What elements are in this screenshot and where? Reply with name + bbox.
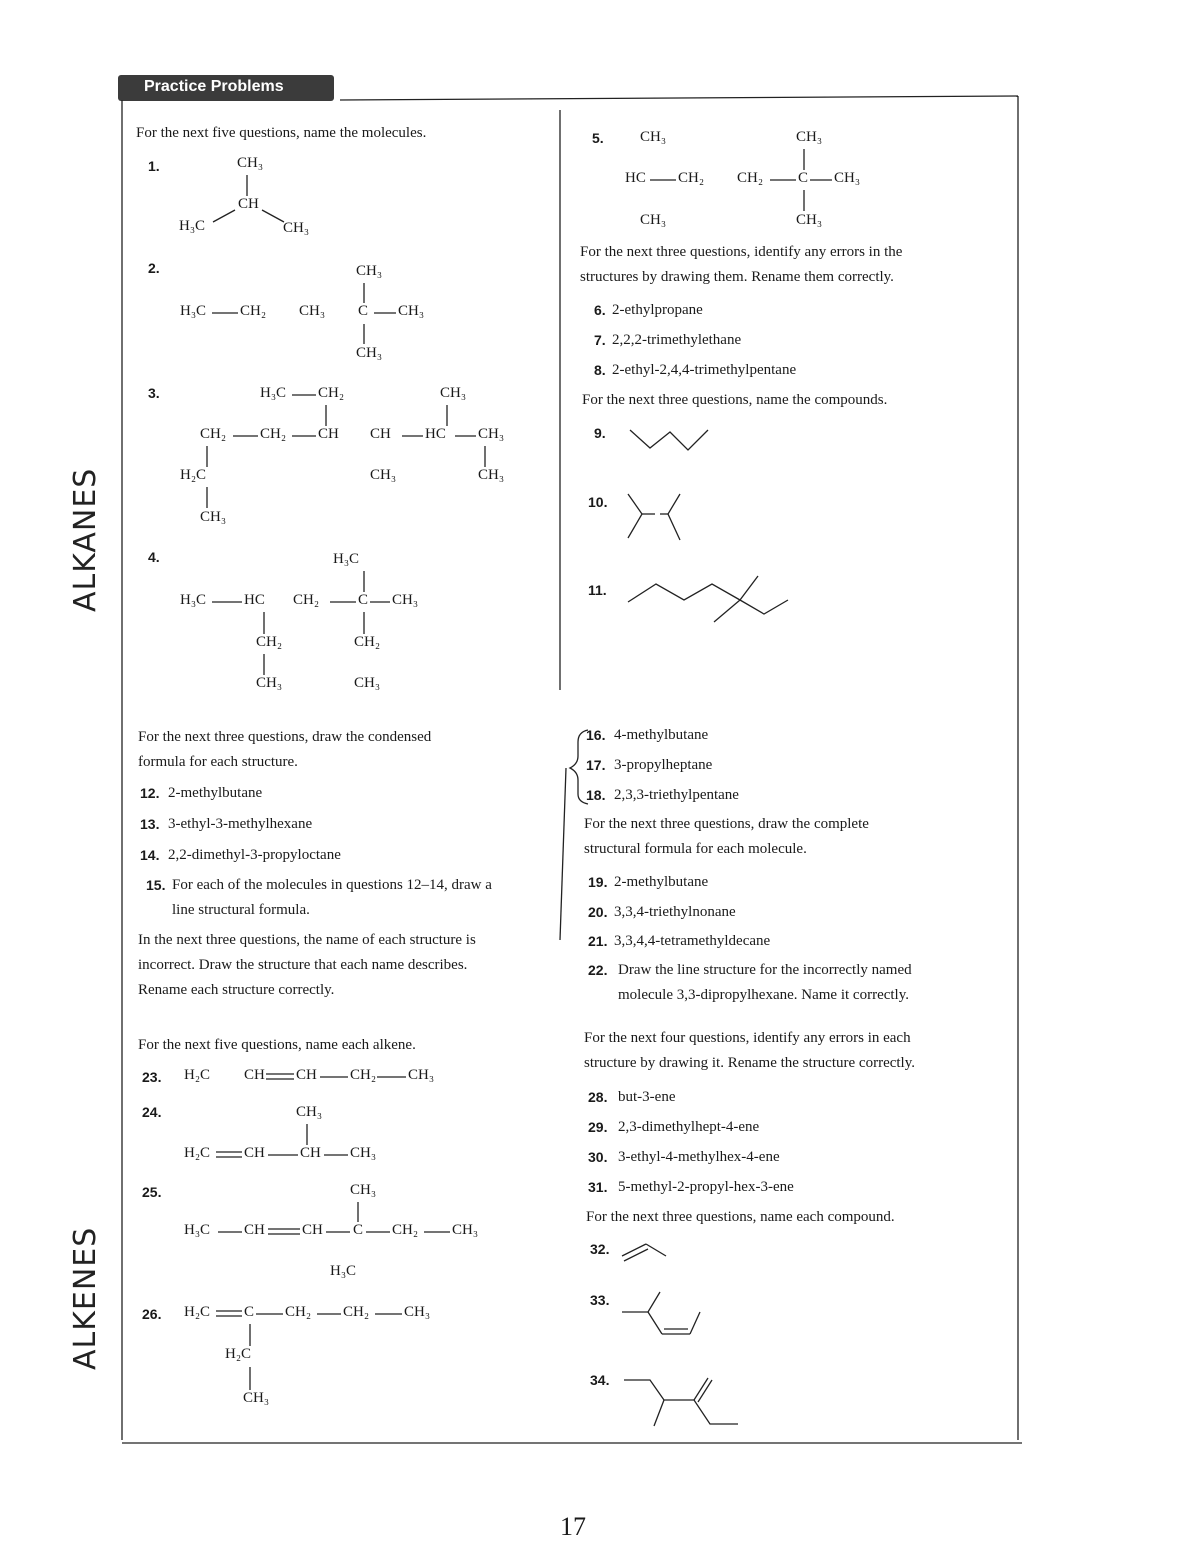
q4-ch3-under-hc: CH₃	[256, 675, 283, 691]
q8-text: 2-ethyl-2,4,4-trimethylpentane	[612, 362, 797, 378]
q5-ch2-b: CH₂	[737, 170, 764, 186]
q7-text: 2,2,2-trimethylethane	[612, 332, 742, 348]
q3-h3c: H₃C	[260, 385, 287, 401]
q1-h3c: H₃C	[179, 218, 206, 234]
q3-ch: CH	[318, 426, 339, 442]
q3-ch2-a: CH₂	[200, 426, 227, 442]
q28-number: 28.	[588, 1089, 608, 1105]
q20-text: 3,3,4-triethylnonane	[614, 904, 736, 920]
q3-ch2-top: CH₂	[318, 385, 345, 401]
q5-ch3-a: CH₃	[640, 129, 667, 145]
q13-text: 3-ethyl-3-methylhexane	[168, 816, 313, 832]
intro-complete-line2: structural formula for each molecule.	[584, 841, 807, 857]
q31-text: 5-methyl-2-propyl-hex-3-ene	[618, 1179, 794, 1195]
q25-number: 25.	[142, 1184, 162, 1200]
q2-ch3-bottom: CH₃	[356, 345, 383, 361]
q25-ch3-top: CH₃	[350, 1182, 377, 1198]
q25-h3c: H₃C	[184, 1222, 211, 1238]
q12-number: 12.	[140, 785, 160, 801]
page-number: 17	[560, 1512, 586, 1541]
q2-ch3-right: CH₃	[398, 303, 425, 319]
intro-compounds: For the next three questions, name the compounds.	[582, 392, 888, 408]
q22-number: 22.	[588, 962, 608, 978]
q26-ch3: CH₃	[404, 1304, 431, 1320]
side-label-alkenes: ALKENES	[68, 1226, 103, 1370]
q29-text: 2,3-dimethylhept-4-ene	[618, 1119, 760, 1135]
q23-ch2: CH₂	[350, 1067, 377, 1083]
intro-incorrect-line1: In the next three questions, the name of each structure is	[138, 932, 476, 948]
q24-ch: CH	[244, 1145, 265, 1161]
q2-number: 2.	[148, 260, 160, 276]
q4-number: 4.	[148, 549, 160, 565]
q28-text: but-3-ene	[618, 1089, 676, 1105]
q26-number: 26.	[142, 1306, 162, 1322]
q16-text: 4-methylbutane	[614, 727, 709, 743]
q11-number: 11.	[588, 582, 607, 598]
intro-alkene: For the next five questions, name each alkene.	[138, 1037, 416, 1053]
q3-number: 3.	[148, 385, 160, 401]
q1-ch3-top: CH₃	[237, 155, 264, 171]
q17-text: 3-propylheptane	[614, 757, 713, 773]
q26-h2c: H₂C	[184, 1304, 211, 1320]
q24-ch3: CH₃	[350, 1145, 377, 1161]
q15-text-line1: For each of the molecules in questions 12–14, draw a	[172, 877, 492, 893]
intro-each: For the next three questions, name each compound.	[586, 1209, 895, 1225]
q29-number: 29.	[588, 1119, 608, 1135]
q26-ch3-bottom: CH₃	[243, 1390, 270, 1406]
q4-c: C	[358, 592, 369, 608]
q5-ch3-bottom-b: CH₃	[796, 212, 823, 228]
q4-hc: HC	[244, 592, 265, 608]
q30-text: 3-ethyl-4-methylhex-4-ene	[618, 1149, 780, 1165]
q3-ch3-under-ch: CH₃	[370, 467, 397, 483]
q3-hc: HC	[425, 426, 446, 442]
q26-h2c-b: H₂C	[225, 1346, 252, 1362]
q3-ch3-under-right: CH₃	[478, 467, 505, 483]
q26-ch2-b: CH₂	[343, 1304, 370, 1320]
q1-ch3-right: CH₃	[283, 220, 310, 236]
q4-ch2-under-hc: CH₂	[256, 634, 283, 650]
q24-number: 24.	[142, 1104, 162, 1120]
q3-h2c: H₂C	[180, 467, 207, 483]
q30-number: 30.	[588, 1149, 608, 1165]
q19-number: 19.	[588, 874, 608, 890]
q5-ch3-b: CH₃	[796, 129, 823, 145]
badge-label: Practice Problems	[144, 78, 284, 95]
q22-text-line1: Draw the line structure for the incorrectly named	[618, 962, 912, 978]
q3-ch3-bottom: CH₃	[200, 509, 227, 525]
q14-number: 14.	[140, 847, 160, 863]
q25-ch: CH	[244, 1222, 265, 1238]
intro-errors-line1: For the next three questions, identify any errors in the	[580, 244, 903, 260]
intro-complete-line1: For the next three questions, draw the complete	[584, 816, 869, 832]
q23-ch3: CH₃	[408, 1067, 435, 1083]
q7-number: 7.	[594, 332, 606, 348]
q23-h2c: H₂C	[184, 1067, 211, 1083]
q2-h3c: H₃C	[180, 303, 207, 319]
q3-ch3-right: CH₃	[478, 426, 505, 442]
q4-ch2: CH₂	[293, 592, 320, 608]
q5-c: C	[798, 170, 809, 186]
q33-number: 33.	[590, 1292, 610, 1308]
q25-h3c-bottom: H₃C	[330, 1263, 357, 1279]
q6-number: 6.	[594, 302, 606, 318]
intro-condensed-line2: formula for each structure.	[138, 754, 298, 770]
q26-ch2: CH₂	[285, 1304, 312, 1320]
q23-ch-b: CH	[296, 1067, 317, 1083]
side-label-alkanes: ALKANES	[68, 467, 103, 612]
q4-ch3-right: CH₃	[392, 592, 419, 608]
q4-ch3-under-c: CH₃	[354, 675, 381, 691]
q8-number: 8.	[594, 362, 606, 378]
q32-number: 32.	[590, 1241, 610, 1257]
q4-ch2-under-c: CH₂	[354, 634, 381, 650]
q1-number: 1.	[148, 158, 160, 174]
intro-incorrect-line2: incorrect. Draw the structure that each name describes.	[138, 957, 468, 973]
q32-skeletal	[622, 1244, 666, 1261]
q13-number: 13.	[140, 816, 160, 832]
q23-ch: CH	[244, 1067, 265, 1083]
q1-ch: CH	[238, 196, 259, 212]
q4-h3c: H₃C	[180, 592, 207, 608]
q6-text: 2-ethylpropane	[612, 302, 703, 318]
q9-number: 9.	[594, 425, 606, 441]
q34-number: 34.	[590, 1372, 610, 1388]
intro-four-line2: structure by drawing it. Rename the structure correctly.	[584, 1055, 915, 1071]
q24-ch-b: CH	[300, 1145, 321, 1161]
q18-text: 2,3,3-triethylpentane	[614, 787, 739, 803]
q17-number: 17.	[586, 757, 606, 773]
q14-text: 2,2-dimethyl-3-propyloctane	[168, 847, 341, 863]
q25-ch3: CH₃	[452, 1222, 479, 1238]
q25-ch2: CH₂	[392, 1222, 419, 1238]
q25-c: C	[353, 1222, 364, 1238]
intro-errors-line2: structures by drawing them. Rename them correctly.	[580, 269, 894, 285]
intro-name-molecules: For the next five questions, name the molecules.	[136, 125, 427, 141]
q24-ch3-top: CH₃	[296, 1104, 323, 1120]
q23-number: 23.	[142, 1069, 162, 1085]
q2-ch3-top: CH₃	[356, 263, 383, 279]
q15-text-line2: line structural formula.	[172, 902, 310, 918]
q2-c: C	[358, 303, 369, 319]
intro-incorrect-line3: Rename each structure correctly.	[138, 982, 335, 998]
q5-ch3-bottom-a: CH₃	[640, 212, 667, 228]
intro-condensed-line1: For the next three questions, draw the condensed	[138, 729, 432, 745]
q5-number: 5.	[592, 130, 604, 146]
q25-ch-b: CH	[302, 1222, 323, 1238]
q26-c: C	[244, 1304, 255, 1320]
q2-ch3: CH₃	[299, 303, 326, 319]
q16-number: 16.	[586, 727, 606, 743]
q21-number: 21.	[588, 933, 608, 949]
q20-number: 20.	[588, 904, 608, 920]
q12-text: 2-methylbutane	[168, 785, 263, 801]
q22-text-line2: molecule 3,3-dipropylhexane. Name it correctly.	[618, 987, 909, 1003]
q18-number: 18.	[586, 787, 606, 803]
q15-number: 15.	[146, 877, 166, 893]
q2-ch2: CH₂	[240, 303, 267, 319]
q19-text: 2-methylbutane	[614, 874, 709, 890]
q5-ch2: CH₂	[678, 170, 705, 186]
q34-skeletal	[624, 1378, 738, 1426]
q3-ch-b: CH	[370, 426, 391, 442]
q3-ch2-b: CH₂	[260, 426, 287, 442]
q3-ch3-top: CH₃	[440, 385, 467, 401]
q21-text: 3,3,4,4-tetramethyldecane	[614, 933, 771, 949]
q24-h2c: H₂C	[184, 1145, 211, 1161]
q5-ch3-right: CH₃	[834, 170, 861, 186]
q10-number: 10.	[588, 494, 608, 510]
q31-number: 31.	[588, 1179, 608, 1195]
q33-skeletal	[622, 1292, 700, 1334]
intro-four-line1: For the next four questions, identify any errors in each	[584, 1030, 911, 1046]
q4-h3c-top: H₃C	[333, 551, 360, 567]
q5-hc: HC	[625, 170, 646, 186]
